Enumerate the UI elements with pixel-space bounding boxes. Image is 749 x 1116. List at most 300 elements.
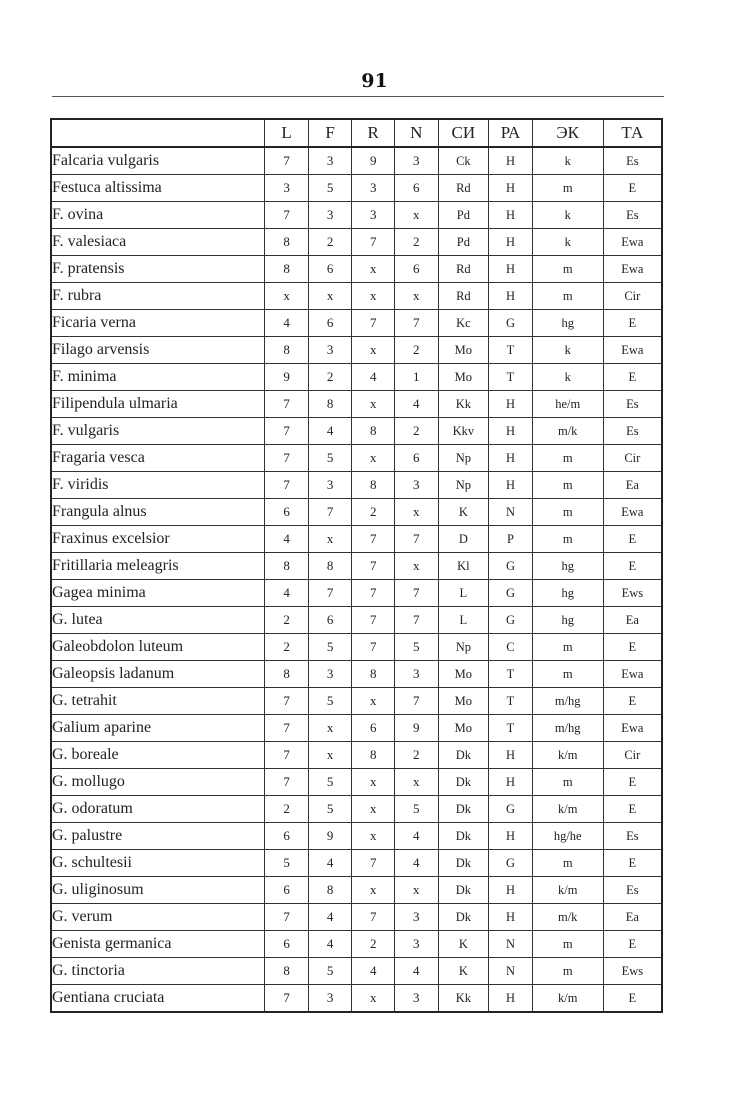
indicator-value: 6 — [394, 445, 438, 472]
indicator-value: 8 — [352, 472, 395, 499]
code-value: H — [489, 418, 533, 445]
indicator-value: 8 — [265, 337, 309, 364]
code-value: G — [489, 850, 533, 877]
table-row — [51, 580, 662, 607]
indicator-value: 5 — [308, 769, 352, 796]
indicator-value: 2 — [352, 499, 395, 526]
code-value: H — [489, 391, 533, 418]
code-value: Dk — [438, 796, 489, 823]
indicator-value: x — [394, 202, 438, 229]
table-row — [51, 958, 662, 985]
indicator-value: 4 — [265, 526, 309, 553]
table-row — [51, 256, 662, 283]
species-name: G. mollugo — [51, 769, 265, 796]
code-value: Ewa — [603, 229, 662, 256]
indicator-value: 4 — [308, 418, 352, 445]
code-value: T — [489, 337, 533, 364]
code-value: Dk — [438, 904, 489, 931]
indicator-value: 8 — [352, 661, 395, 688]
indicator-value: 5 — [265, 850, 309, 877]
code-value: T — [489, 364, 533, 391]
table-row — [51, 526, 662, 553]
indicator-value: 3 — [394, 472, 438, 499]
table-row — [51, 229, 662, 256]
indicator-value: 7 — [394, 580, 438, 607]
code-value: H — [489, 985, 533, 1013]
code-value: E — [603, 634, 662, 661]
code-value: Dk — [438, 769, 489, 796]
species-name: F. vulgaris — [51, 418, 265, 445]
code-value: H — [489, 823, 533, 850]
species-table — [50, 118, 663, 1013]
indicator-value: 7 — [352, 850, 395, 877]
table-row — [51, 202, 662, 229]
code-value: k/m — [532, 877, 603, 904]
code-value: H — [489, 202, 533, 229]
code-value: m — [532, 931, 603, 958]
indicator-value: 7 — [352, 634, 395, 661]
indicator-value: x — [265, 283, 309, 310]
code-value: m/hg — [532, 715, 603, 742]
species-name: G. verum — [51, 904, 265, 931]
indicator-value: x — [352, 985, 395, 1013]
species-name: F. viridis — [51, 472, 265, 499]
code-value: H — [489, 742, 533, 769]
code-value: Es — [603, 877, 662, 904]
code-value: Ews — [603, 958, 662, 985]
indicator-value: 3 — [394, 661, 438, 688]
indicator-value: 4 — [308, 850, 352, 877]
code-value: G — [489, 607, 533, 634]
code-value: Rd — [438, 283, 489, 310]
indicator-value: x — [352, 769, 395, 796]
indicator-value: 6 — [308, 607, 352, 634]
code-value: k — [532, 364, 603, 391]
indicator-value: 7 — [265, 769, 309, 796]
indicator-value: 8 — [265, 229, 309, 256]
indicator-value: 3 — [308, 985, 352, 1013]
code-value: Ewa — [603, 337, 662, 364]
indicator-value: 7 — [265, 904, 309, 931]
indicator-value: x — [394, 769, 438, 796]
code-value: k — [532, 202, 603, 229]
species-name: Fraxinus excelsior — [51, 526, 265, 553]
table-row — [51, 985, 662, 1013]
indicator-value: 7 — [265, 147, 309, 175]
code-value: Mo — [438, 337, 489, 364]
indicator-value: 6 — [265, 931, 309, 958]
header-1: L — [265, 119, 309, 147]
table-row — [51, 904, 662, 931]
code-value: E — [603, 364, 662, 391]
indicator-value: 7 — [265, 742, 309, 769]
code-value: Mo — [438, 688, 489, 715]
code-value: Dk — [438, 877, 489, 904]
species-name: Filago arvensis — [51, 337, 265, 364]
indicator-value: 7 — [265, 715, 309, 742]
indicator-value: 7 — [352, 526, 395, 553]
indicator-value: 7 — [265, 688, 309, 715]
indicator-value: 8 — [308, 391, 352, 418]
table-row — [51, 147, 662, 175]
code-value: N — [489, 958, 533, 985]
indicator-value: x — [308, 742, 352, 769]
table-row — [51, 391, 662, 418]
code-value: Cir — [603, 445, 662, 472]
species-name: G. tinctoria — [51, 958, 265, 985]
indicator-value: 7 — [265, 418, 309, 445]
code-value: hg — [532, 607, 603, 634]
species-name: G. palustre — [51, 823, 265, 850]
indicator-value: 8 — [265, 661, 309, 688]
code-value: Ea — [603, 472, 662, 499]
table-row — [51, 742, 662, 769]
table-row — [51, 553, 662, 580]
code-value: E — [603, 769, 662, 796]
code-value: H — [489, 445, 533, 472]
code-value: C — [489, 634, 533, 661]
code-value: Ck — [438, 147, 489, 175]
indicator-value: 5 — [394, 796, 438, 823]
code-value: K — [438, 931, 489, 958]
indicator-value: 3 — [265, 175, 309, 202]
code-value: k/m — [532, 796, 603, 823]
code-value: k — [532, 147, 603, 175]
table-row — [51, 607, 662, 634]
indicator-value: x — [308, 526, 352, 553]
indicator-value: x — [394, 877, 438, 904]
code-value: m — [532, 850, 603, 877]
code-value: E — [603, 175, 662, 202]
indicator-value: 7 — [265, 472, 309, 499]
code-value: K — [438, 958, 489, 985]
code-value: Kk — [438, 391, 489, 418]
indicator-value: x — [394, 499, 438, 526]
code-value: H — [489, 147, 533, 175]
species-name: G. boreale — [51, 742, 265, 769]
table-row — [51, 175, 662, 202]
code-value: m/k — [532, 418, 603, 445]
table-row — [51, 769, 662, 796]
indicator-value: 7 — [352, 229, 395, 256]
header-8: ТА — [603, 119, 662, 147]
indicator-value: 6 — [265, 499, 309, 526]
code-value: Es — [603, 391, 662, 418]
indicator-value: 4 — [308, 904, 352, 931]
indicator-value: x — [308, 283, 352, 310]
indicator-value: x — [352, 796, 395, 823]
species-name: F. valesiaca — [51, 229, 265, 256]
code-value: H — [489, 877, 533, 904]
indicator-value: 6 — [265, 877, 309, 904]
code-value: E — [603, 526, 662, 553]
code-value: Cir — [603, 283, 662, 310]
code-value: T — [489, 661, 533, 688]
species-name: Galeopsis ladanum — [51, 661, 265, 688]
table-row — [51, 688, 662, 715]
indicator-value: 5 — [308, 688, 352, 715]
indicator-value: 3 — [394, 985, 438, 1013]
indicator-value: x — [352, 283, 395, 310]
indicator-value: 4 — [265, 310, 309, 337]
indicator-value: x — [352, 391, 395, 418]
code-value: G — [489, 580, 533, 607]
indicator-value: 5 — [308, 796, 352, 823]
species-name: Gagea minima — [51, 580, 265, 607]
code-value: G — [489, 796, 533, 823]
code-value: m — [532, 445, 603, 472]
indicator-value: 3 — [352, 202, 395, 229]
code-value: m — [532, 472, 603, 499]
indicator-value: 3 — [352, 175, 395, 202]
indicator-value: 4 — [352, 958, 395, 985]
code-value: Dk — [438, 742, 489, 769]
code-value: D — [438, 526, 489, 553]
indicator-value: 8 — [352, 742, 395, 769]
code-value: k/m — [532, 742, 603, 769]
code-value: T — [489, 715, 533, 742]
code-value: Dk — [438, 850, 489, 877]
indicator-value: x — [308, 715, 352, 742]
species-name: Genista germanica — [51, 931, 265, 958]
header-row — [51, 119, 662, 147]
header-5: СИ — [438, 119, 489, 147]
code-value: G — [489, 310, 533, 337]
code-value: m/hg — [532, 688, 603, 715]
code-value: Ewa — [603, 661, 662, 688]
code-value: K — [438, 499, 489, 526]
species-name: F. minima — [51, 364, 265, 391]
code-value: Kc — [438, 310, 489, 337]
indicator-value: 7 — [308, 499, 352, 526]
indicator-value: 4 — [394, 823, 438, 850]
table-row — [51, 634, 662, 661]
code-value: N — [489, 499, 533, 526]
code-value: E — [603, 553, 662, 580]
table-row — [51, 418, 662, 445]
indicator-value: 9 — [308, 823, 352, 850]
indicator-value: 5 — [308, 958, 352, 985]
code-value: Kk — [438, 985, 489, 1013]
indicator-value: 3 — [308, 472, 352, 499]
species-name: Fragaria vesca — [51, 445, 265, 472]
table-row — [51, 283, 662, 310]
species-name: Galeobdolon luteum — [51, 634, 265, 661]
indicator-value: 6 — [265, 823, 309, 850]
table-row — [51, 337, 662, 364]
code-value: Rd — [438, 256, 489, 283]
indicator-value: 3 — [308, 337, 352, 364]
species-name: F. ovina — [51, 202, 265, 229]
indicator-value: x — [352, 877, 395, 904]
header-7: ЭК — [532, 119, 603, 147]
indicator-value: 7 — [265, 985, 309, 1013]
code-value: H — [489, 283, 533, 310]
species-name: Galium aparine — [51, 715, 265, 742]
code-value: Np — [438, 445, 489, 472]
indicator-value: 4 — [308, 931, 352, 958]
indicator-value: 7 — [352, 580, 395, 607]
indicator-value: 6 — [352, 715, 395, 742]
table-row — [51, 796, 662, 823]
code-value: L — [438, 580, 489, 607]
table-row — [51, 364, 662, 391]
code-value: Es — [603, 147, 662, 175]
code-value: E — [603, 850, 662, 877]
species-name: Ficaria verna — [51, 310, 265, 337]
code-value: Es — [603, 418, 662, 445]
code-value: P — [489, 526, 533, 553]
code-value: m — [532, 958, 603, 985]
species-name: Frangula alnus — [51, 499, 265, 526]
table-row — [51, 715, 662, 742]
code-value: T — [489, 688, 533, 715]
species-name: F. pratensis — [51, 256, 265, 283]
species-name: G. lutea — [51, 607, 265, 634]
code-value: E — [603, 310, 662, 337]
indicator-value: 9 — [265, 364, 309, 391]
species-name: Filipendula ulmaria — [51, 391, 265, 418]
indicator-value: 9 — [352, 147, 395, 175]
code-value: m/k — [532, 904, 603, 931]
code-value: Kkv — [438, 418, 489, 445]
code-value: H — [489, 769, 533, 796]
indicator-value: 6 — [308, 256, 352, 283]
code-value: N — [489, 931, 533, 958]
indicator-value: 6 — [308, 310, 352, 337]
indicator-value: 8 — [308, 877, 352, 904]
code-value: Mo — [438, 661, 489, 688]
code-value: Cir — [603, 742, 662, 769]
code-value: m — [532, 769, 603, 796]
code-value: Mo — [438, 715, 489, 742]
indicator-value: 2 — [308, 229, 352, 256]
indicator-value: 4 — [265, 580, 309, 607]
code-value: Dk — [438, 823, 489, 850]
indicator-value: 7 — [352, 607, 395, 634]
code-value: hg — [532, 580, 603, 607]
code-value: Pd — [438, 202, 489, 229]
code-value: H — [489, 175, 533, 202]
header-4: N — [394, 119, 438, 147]
header-6: РА — [489, 119, 533, 147]
indicator-value: 7 — [394, 310, 438, 337]
code-value: E — [603, 796, 662, 823]
code-value: H — [489, 229, 533, 256]
code-value: he/m — [532, 391, 603, 418]
code-value: m — [532, 283, 603, 310]
indicator-value: 3 — [394, 931, 438, 958]
code-value: E — [603, 985, 662, 1013]
header-2: F — [308, 119, 352, 147]
indicator-value: 6 — [394, 175, 438, 202]
indicator-value: 5 — [394, 634, 438, 661]
indicator-value: 5 — [308, 445, 352, 472]
species-name: G. uliginosum — [51, 877, 265, 904]
code-value: Kl — [438, 553, 489, 580]
species-name: Festuca altissima — [51, 175, 265, 202]
indicator-value: 3 — [308, 202, 352, 229]
species-name: Fritillaria meleagris — [51, 553, 265, 580]
indicator-value: 6 — [394, 256, 438, 283]
species-name: F. rubra — [51, 283, 265, 310]
code-value: m — [532, 499, 603, 526]
species-name: Falcaria vulgaris — [51, 147, 265, 175]
code-value: Ea — [603, 607, 662, 634]
indicator-value: 7 — [265, 202, 309, 229]
table-row — [51, 445, 662, 472]
indicator-value: 7 — [394, 688, 438, 715]
code-value: hg — [532, 310, 603, 337]
code-value: E — [603, 688, 662, 715]
indicator-value: x — [352, 445, 395, 472]
indicator-value: 5 — [308, 175, 352, 202]
indicator-value: x — [352, 823, 395, 850]
indicator-value: 4 — [352, 364, 395, 391]
code-value: Mo — [438, 364, 489, 391]
code-value: G — [489, 553, 533, 580]
species-name: G. tetrahit — [51, 688, 265, 715]
indicator-value: 2 — [352, 931, 395, 958]
indicator-value: 3 — [308, 147, 352, 175]
code-value: k — [532, 229, 603, 256]
indicator-value: x — [352, 688, 395, 715]
indicator-value: x — [352, 337, 395, 364]
indicator-value: 4 — [394, 391, 438, 418]
code-value: Ea — [603, 904, 662, 931]
indicator-value: 8 — [352, 418, 395, 445]
code-value: Es — [603, 823, 662, 850]
code-value: Ewa — [603, 256, 662, 283]
code-value: m — [532, 661, 603, 688]
indicator-value: 4 — [394, 958, 438, 985]
header-species — [51, 119, 265, 147]
indicator-value: 2 — [394, 742, 438, 769]
indicator-value: 7 — [308, 580, 352, 607]
species-name: G. odoratum — [51, 796, 265, 823]
code-value: m — [532, 526, 603, 553]
code-value: Np — [438, 472, 489, 499]
indicator-value: x — [394, 553, 438, 580]
table-row — [51, 310, 662, 337]
table-row — [51, 877, 662, 904]
table-row — [51, 472, 662, 499]
species-name: Gentiana cruciata — [51, 985, 265, 1013]
code-value: Es — [603, 202, 662, 229]
indicator-value: 7 — [265, 445, 309, 472]
indicator-value: 9 — [394, 715, 438, 742]
code-value: m — [532, 175, 603, 202]
indicator-value: 2 — [265, 634, 309, 661]
indicator-value: 2 — [265, 607, 309, 634]
indicator-value: x — [394, 283, 438, 310]
indicator-value: 8 — [265, 958, 309, 985]
indicator-value: 8 — [265, 256, 309, 283]
table-row — [51, 823, 662, 850]
table-body — [51, 147, 662, 1012]
code-value: Np — [438, 634, 489, 661]
indicator-value: 7 — [394, 526, 438, 553]
code-value: E — [603, 931, 662, 958]
indicator-value: 3 — [308, 661, 352, 688]
code-value: m — [532, 256, 603, 283]
top-rule — [52, 96, 664, 97]
table-row — [51, 499, 662, 526]
table-row — [51, 661, 662, 688]
code-value: H — [489, 904, 533, 931]
code-value: hg/he — [532, 823, 603, 850]
page-number: 91 — [361, 70, 388, 92]
